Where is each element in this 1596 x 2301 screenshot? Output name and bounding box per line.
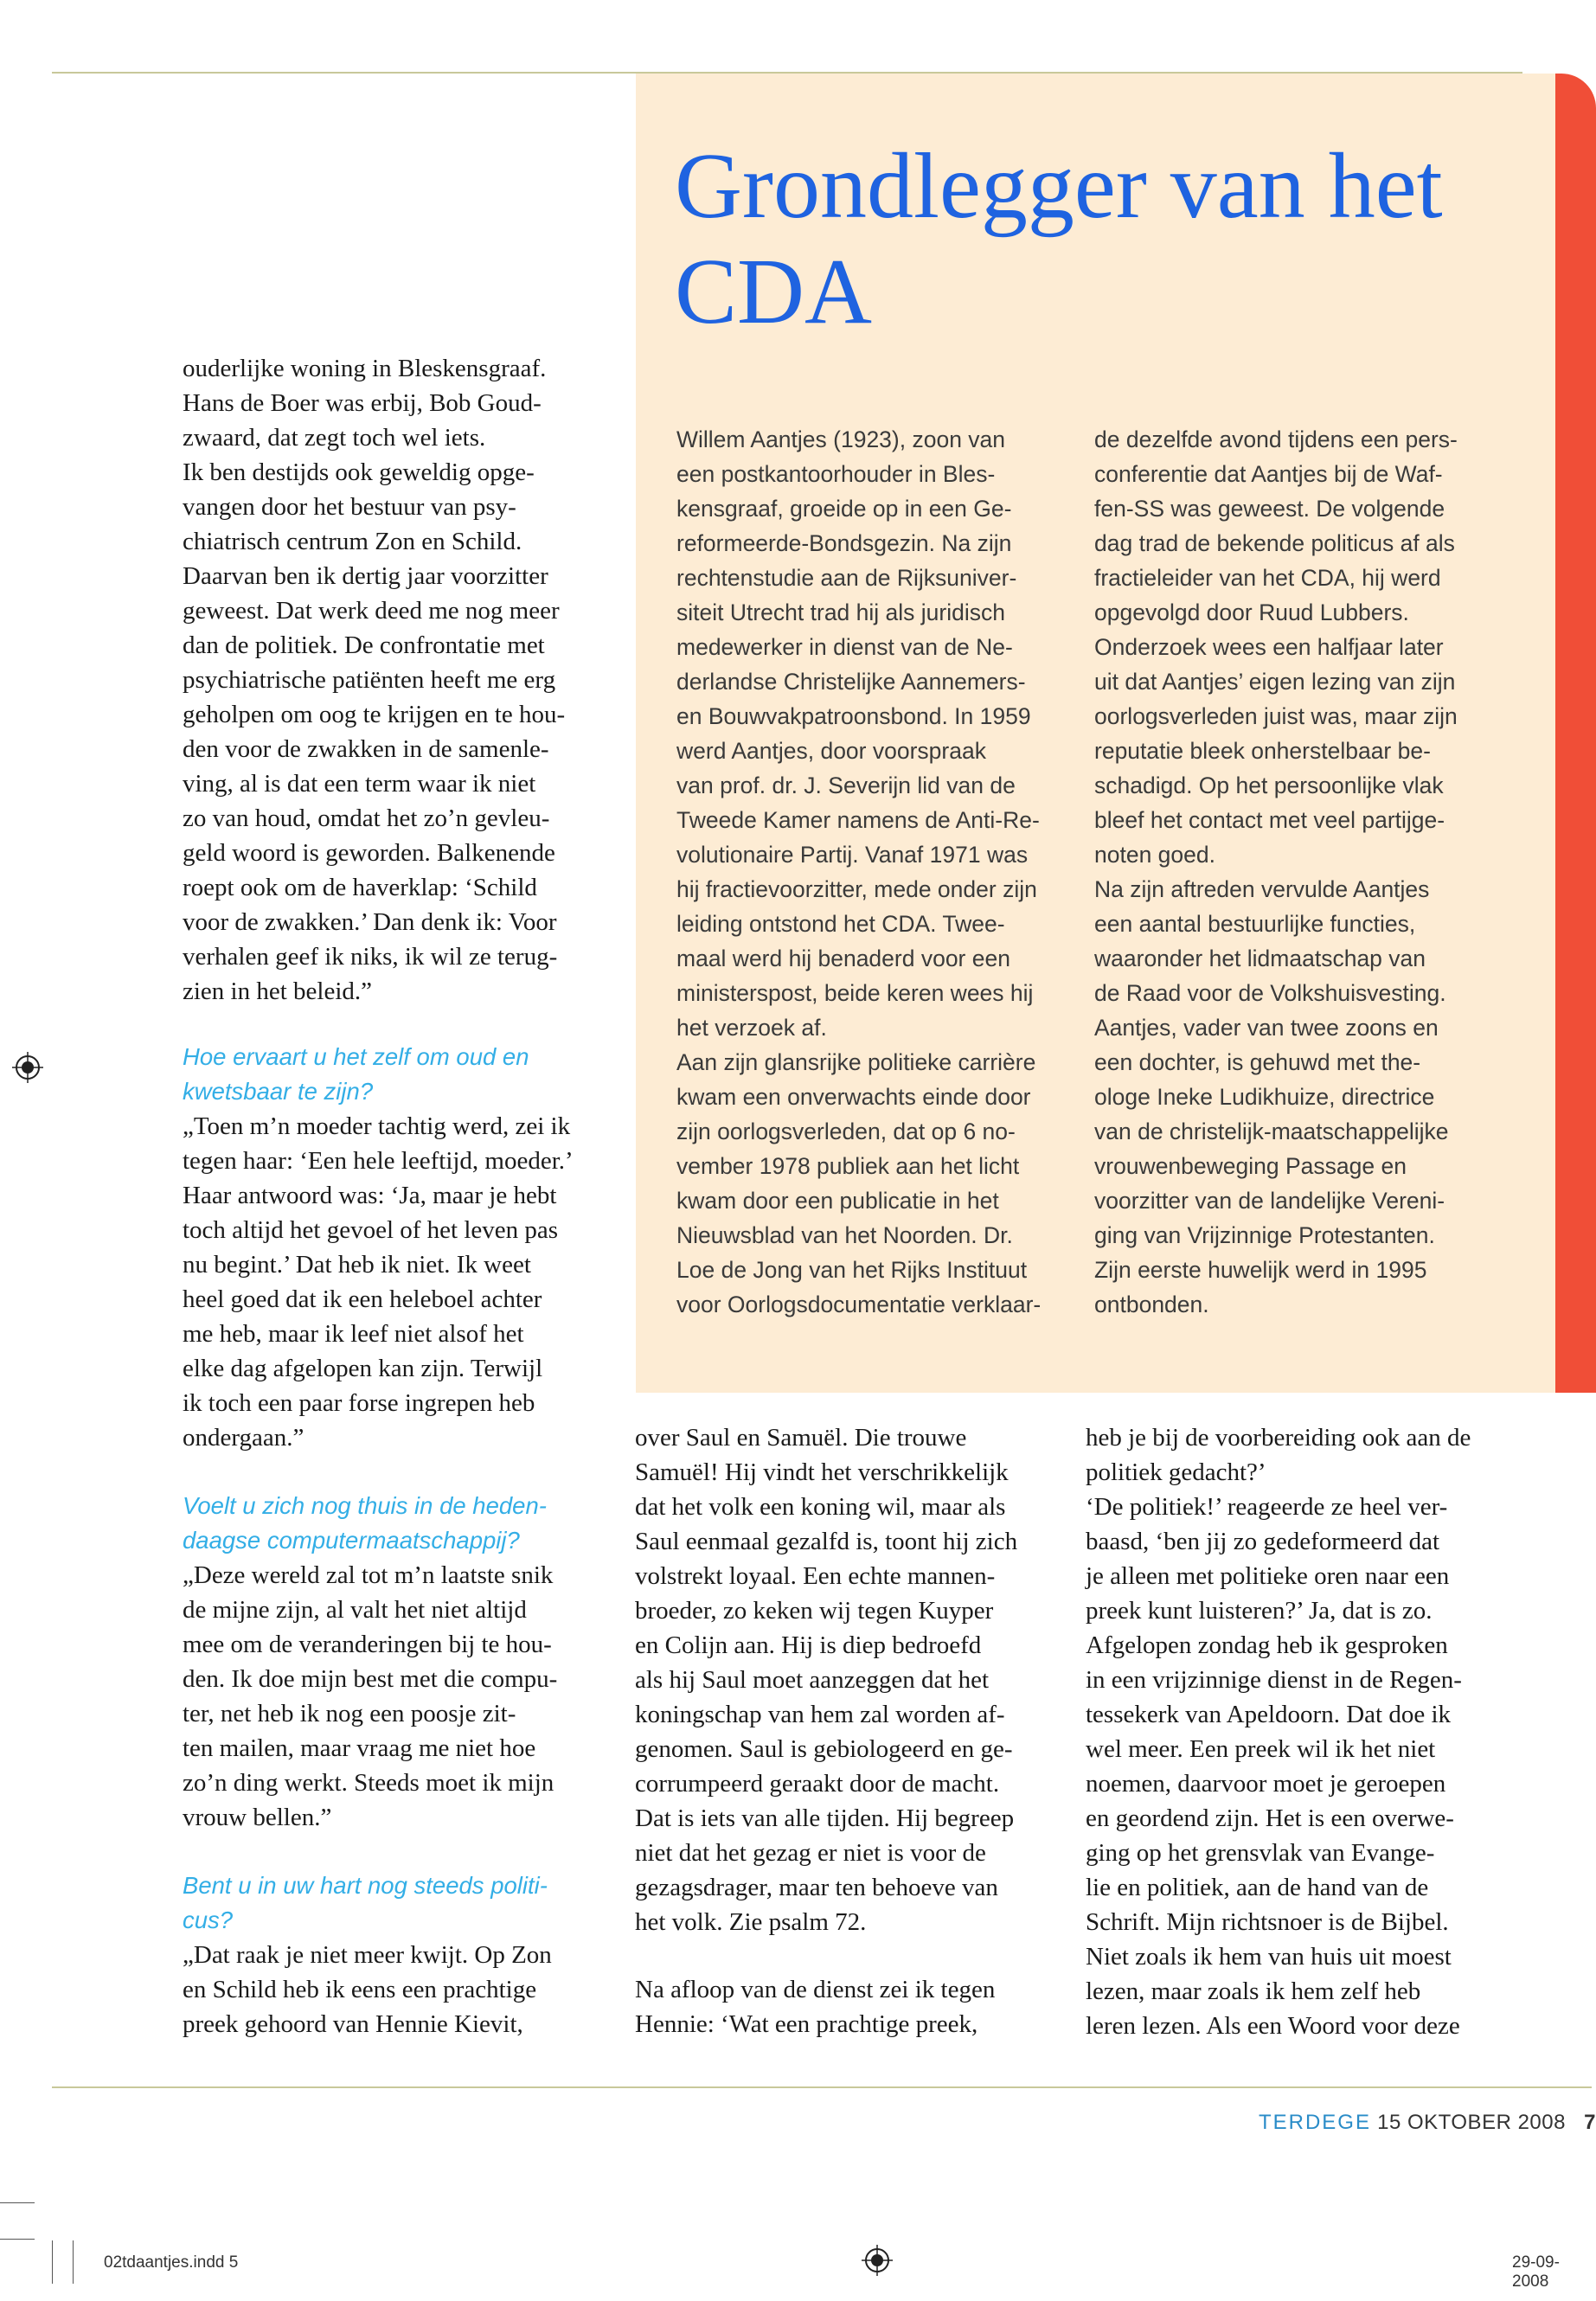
slug-filename: 02tdaantjes.indd 5 xyxy=(104,2253,239,2272)
sidebar-title: Grondlegger van het CDA xyxy=(675,135,1443,343)
paragraph: Na afloop van de dienst zei ik tegen Hennie: ‘Wat een prachtige preek, xyxy=(635,1976,996,2038)
answer: „Deze wereld zal tot m’n laatste snik de mijne zijn, al valt het niet altijd mee om de veranderingen bij te hou- den. Ik doe mijn best met die compu- ter, net heb ik nog een poosje zit- ten mailen, maar vraag me niet hoe zo’n ding werkt. Steeds moet ik mijn vrouw bellen.” xyxy=(183,1561,558,1831)
registration-mark-icon xyxy=(12,1052,43,1083)
article-column-3: heb je bij de voorbereiding ook aan de politiek gedacht?’ ‘De politiek!’ reageerde ze heel ver- baasd, ‘ben jij zo gedeformeerd dat je alleen met politieke oren naar een preek kunt luisteren?’ Ja, dat is zo. Afgelopen zondag heb ik gesproken in een vrijzinnige dienst in de Regen- tessekerk van Apeldoorn. Dat doe ik wel meer. Een preek wil ik het niet noemen, daarvoor moet je geroepen en geordend zijn. Het is een overwe- ging op het grensvlak van Evange- lie en politiek, aan de hand van de Schrift. Mijn richtsnoer is de Bijbel. Niet zoals ik hem van huis uit moest lezen, maar zoals ik hem zelf heb leren lezen. Als een Woord voor deze xyxy=(1086,1424,1471,2040)
accent-strip xyxy=(1555,74,1596,1393)
paragraph: ouderlijke woning in Bleskensgraaf. Hans de Boer was erbij, Bob Goud- zwaard, dat zegt toch wel iets. Ik ben destijds ook geweldig opge- vangen door het bestuur van psy- chiatrisch centrum Zon en Schild. Daarvan ben ik dertig jaar voorzitter geweest. Dat werk deed me nog meer dan de politiek. De confrontatie met psychiatrische patiënten heeft me erg geholpen om oog te krijgen en te hou- den voor de zwakken in de samenle- ving, al is dat een term waar ik niet zo van houd, omdat het zo’n gevleu- geld woord is geworden. Balkenende roept ook om de haverklap: ‘Schild voor de zwakken.’ Dan denk ik: Voor verhalen geef ik niks, ik wil ze terug- zien in het beleid.” xyxy=(183,355,566,1005)
magazine-name: TERDEGE xyxy=(1258,2111,1371,2134)
crop-mark xyxy=(52,2240,53,2284)
question: Voelt u zich nog thuis in de heden- daagse computermaatschappij? xyxy=(183,1492,547,1554)
page-number: 7 xyxy=(1584,2111,1596,2134)
registration-mark-icon xyxy=(862,2245,893,2276)
crop-mark xyxy=(73,2240,74,2284)
question: Hoe ervaart u het zelf om oud en kwetsbaar te zijn? xyxy=(183,1043,529,1105)
answer: „Toen m’n moeder tachtig werd, zei ik tegen haar: ‘Een hele leeftijd, moeder.’ Haar antwoord was: ‘Ja, maar je hebt toch altijd het gevoel of het leven pas nu begint.’ Dat heb ik niet. Ik weet heel goed dat ik een heleboel achter me heb, maar ik leef niet alsof het elke dag afgelopen kan zijn. Terwijl ik toch een paar forse ingrepen heb ondergaan.” xyxy=(183,1112,574,1452)
sidebar-column-2: de dezelfde avond tijdens een pers- conferentie dat Aantjes bij de Waf- fen-SS was geweest. De volgende dag trad de bekende politicus af als fractieleider van het CDA, hij werd opgevolgd door Ruud Lubbers. Onderzoek wees een halfjaar later uit dat Aantjes’ eigen lezing van zijn oorlogsverleden juist was, maar zijn reputatie bleek onherstelbaar be- schadigd. Op het persoonlijke vlak bleef het contact met veel partijge- noten goed. Na zijn aftreden vervulde Aantjes een aantal bestuurlijke functies, waaronder het lidmaatschap van de Raad voor de Volkshuisvesting. Aantjes, vader van twee zoons en een dochter, is gehuwd met the- ologe Ineke Ludikhuize, directrice van de christelijk-maatschappelijke vrouwenbeweging Passage en voorzitter van de landelijke Vereni- ging van Vrijzinnige Protestanten. Zijn eerste huwelijk werd in 1995 ontbonden. xyxy=(1094,426,1458,1317)
page-footer xyxy=(1259,2111,1596,2135)
paragraph: over Saul en Samuël. Die trouwe Samuël! Hij vindt het verschrikkelijk dat het volk een koning wil, maar als Saul eenmaal gezalfd is, toont hij zich volstrekt loyaal. Een echte mannen- broeder, zo keken wij tegen Kuyper en Colijn aan. Hij is diep bedroefd als hij Saul moet aanzeggen dat het koningschap van hem zal worden af- genomen. Saul is gebiologeerd en ge- corrumpeerd geraakt door de macht. Dat is iets van alle tijden. Hij begreep niet dat het gezag er niet is voor de gezagsdrager, maar ten behoeve van het volk. Zie psalm 72. xyxy=(635,1424,1018,1936)
answer: „Dat raak je niet meer kwijt. Op Zon en Schild heb ik eens een prachtige preek gehoord van Hennie Kievit, xyxy=(183,1941,552,2038)
question: Bent u in uw hart nog steeds politi- cus? xyxy=(183,1872,548,1933)
crop-mark xyxy=(0,2239,35,2240)
crop-mark xyxy=(0,2202,35,2203)
slug-date: 29-09-2008 xyxy=(1512,2253,1560,2291)
issue-date: 15 OKTOBER 2008 xyxy=(1377,2111,1566,2134)
sidebar-column-1: Willem Aantjes (1923), zoon van een postkantoorhouder in Bles- kensgraaf, groeide op in een Ge- reformeerde-Bondsgezin. Na zijn rechtenstudie aan de Rijksuniver- siteit Utrecht trad hij als juridisch medewerker in dienst van de Ne- derlandse Christelijke Aannemers- en Bouwvakpatroonsbond. In 1959 werd Aantjes, door voorspraak van prof. dr. J. Severijn lid van de Tweede Kamer namens de Anti-Re- volutionaire Partij. Vanaf 1971 was hij fractievoorzitter, mede onder zijn leiding ontstond het CDA. Twee- maal werd hij benaderd voor een ministerspost, beide keren wees hij het verzoek af. Aan zijn glansrijke politieke carrière kwam een onverwachts einde door zijn oorlogsverleden, dat op 6 no- vember 1978 publiek aan het licht kwam door een publicatie in het Nieuwsblad van het Noorden. Dr. Loe de Jong van het Rijks Instituut voor Oorlogsdocumentatie verklaar- xyxy=(676,426,1042,1317)
bottom-rule xyxy=(52,2086,1592,2088)
